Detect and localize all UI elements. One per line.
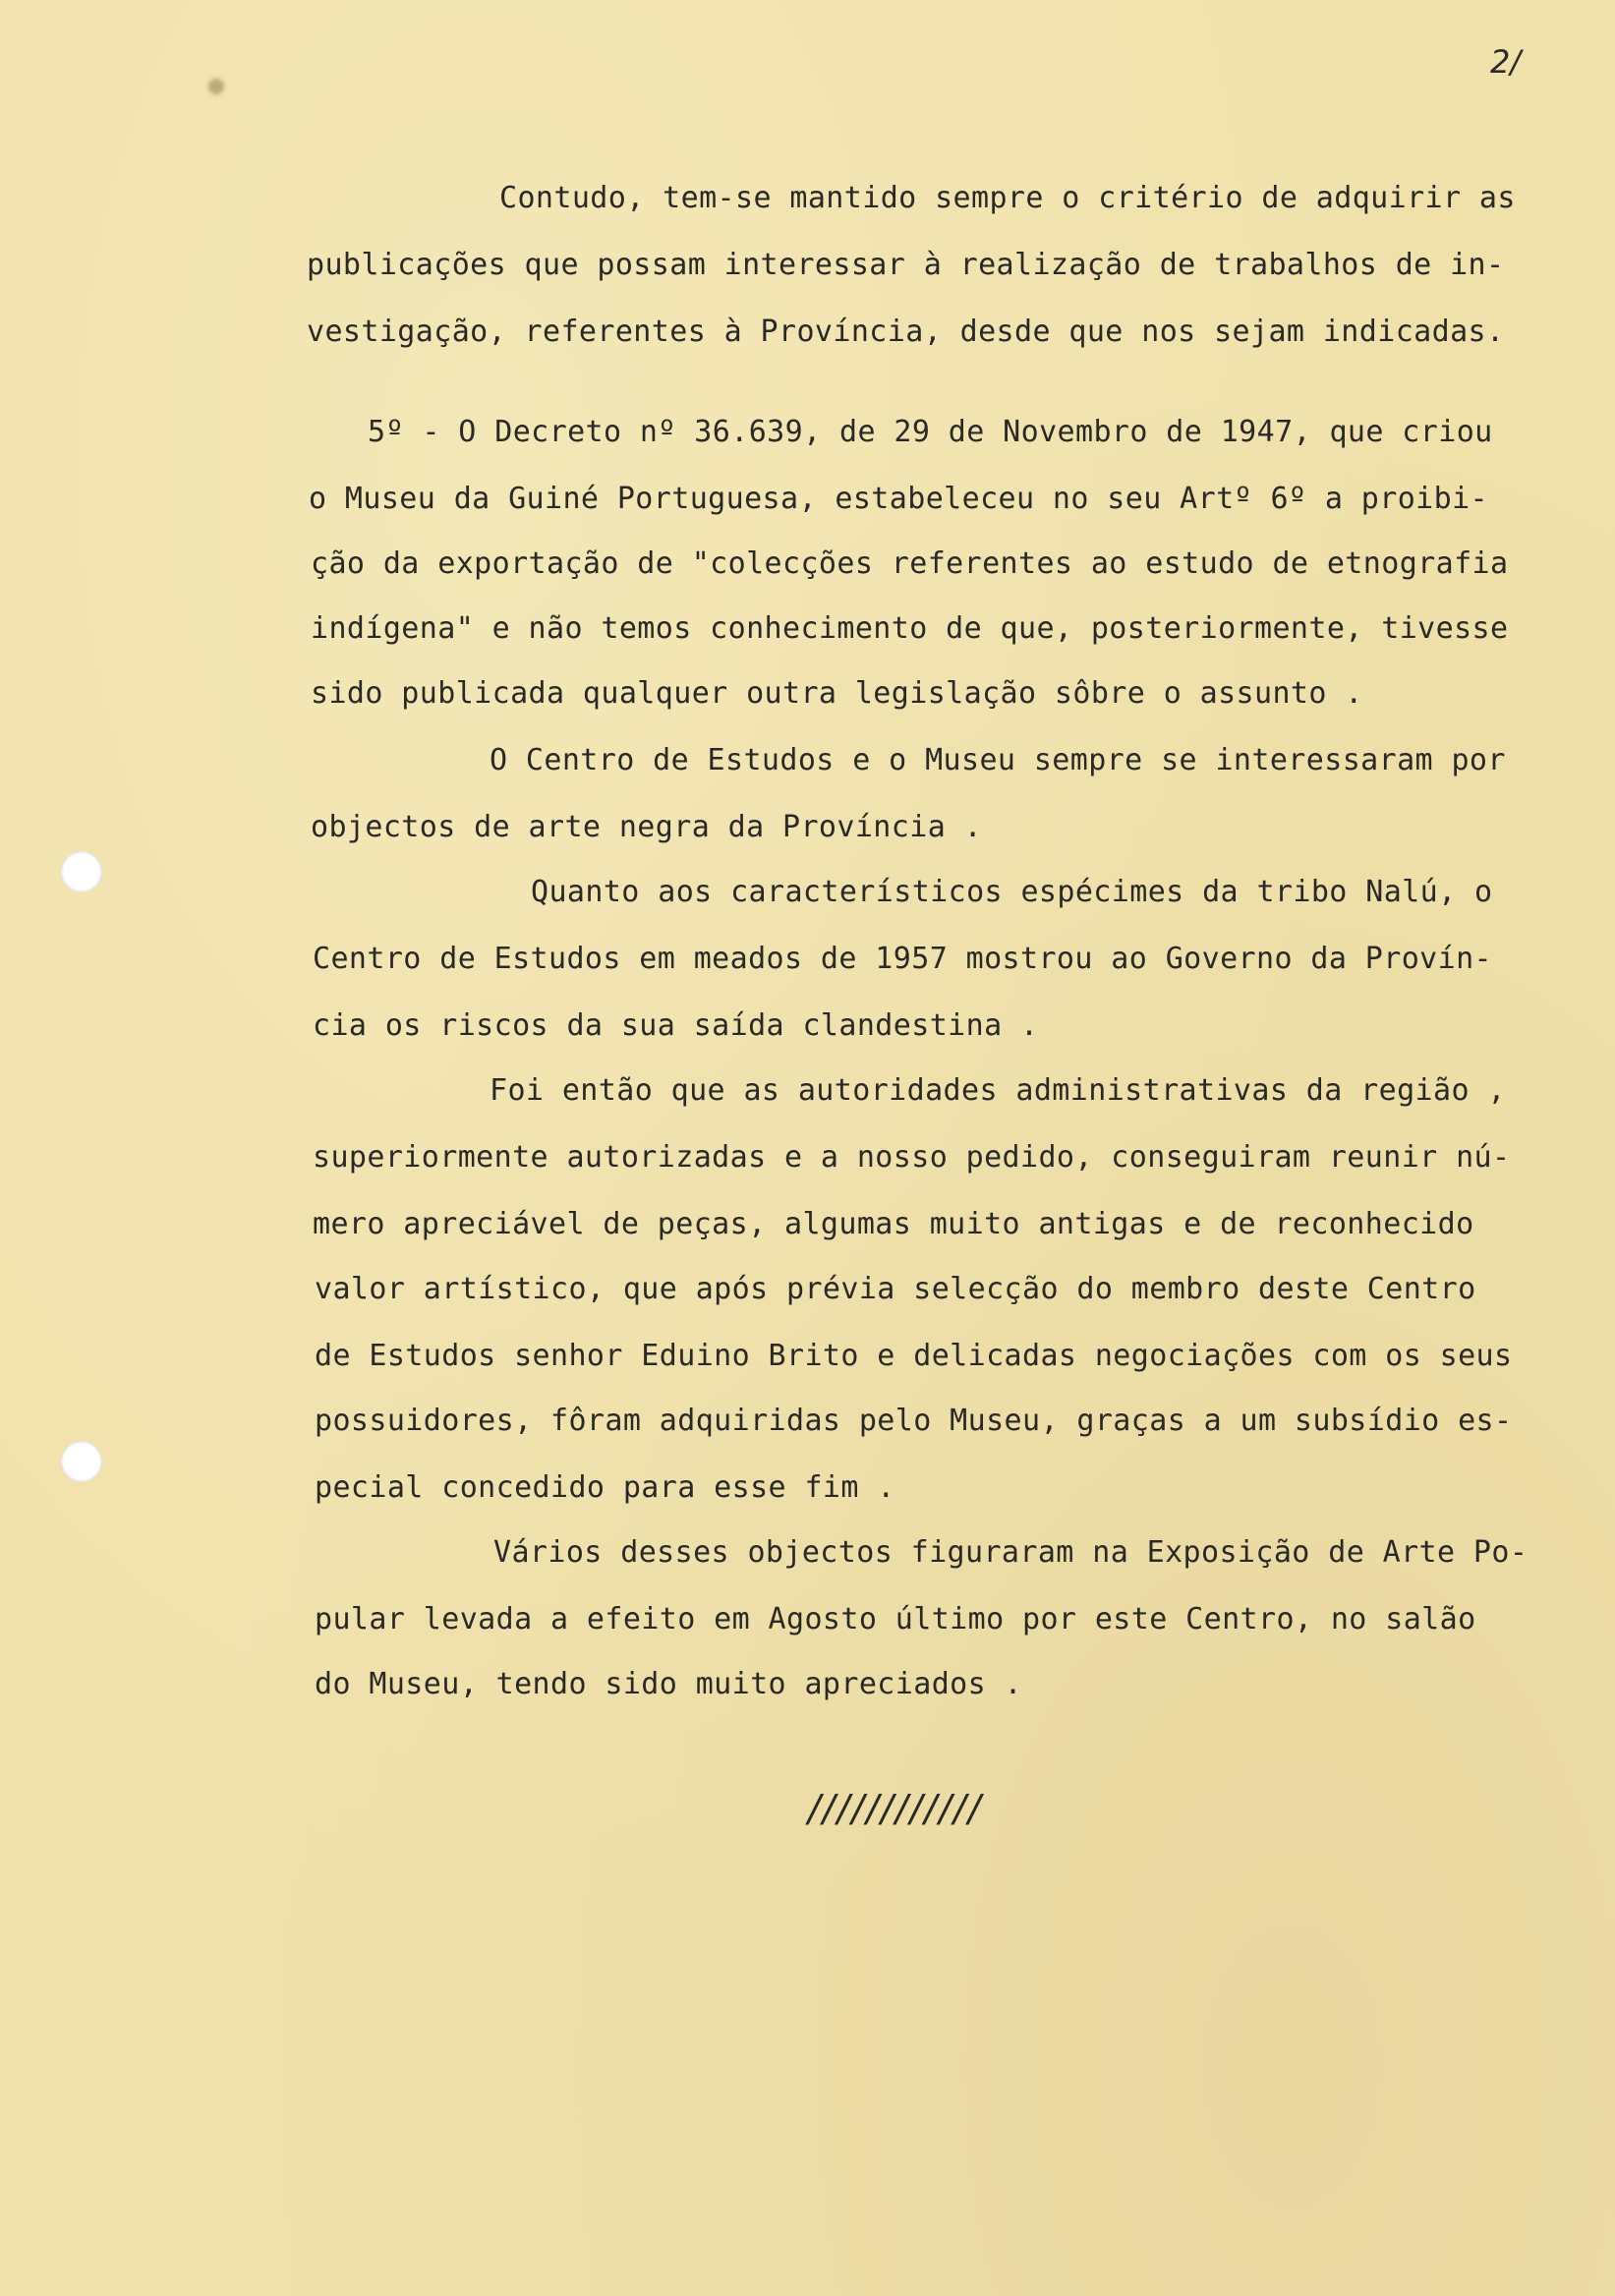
text-line-13: cia os riscos da sua saída clandestina . xyxy=(313,1008,1039,1043)
text-line-4: 5º - O Decreto nº 36.639, de 29 de Novembro de 1947, que criou xyxy=(368,415,1493,449)
text-line-20: pecial concedido para esse fim . xyxy=(315,1470,895,1505)
page-number: 2/ xyxy=(1490,43,1522,81)
text-line-7: indígena" e não temos conhecimento de que, posteriormente, tivesse xyxy=(311,611,1509,646)
text-line-8: sido publicada qualquer outra legislação sôbre o assunto . xyxy=(311,676,1363,711)
text-line-11: Quanto aos característicos espécimes da tribo Nalú, o xyxy=(531,875,1493,909)
text-line-10: objectos de arte negra da Província . xyxy=(311,810,983,844)
text-line-9: O Centro de Estudos e o Museu sempre se interessaram por xyxy=(490,743,1506,777)
paper-stain xyxy=(208,79,224,94)
punch-hole-bottom xyxy=(61,1441,102,1482)
text-line-1: Contudo, tem-se mantido sempre o critério de adquirir as xyxy=(499,181,1516,215)
text-line-18: de Estudos senhor Eduino Brito e delicadas negociações com os seus xyxy=(315,1339,1513,1373)
text-line-23: do Museu, tendo sido muito apreciados . xyxy=(315,1667,1022,1701)
text-line-21: Vários desses objectos figuraram na Exposição de Arte Po- xyxy=(493,1535,1528,1570)
text-line-22: pular levada a efeito em Agosto último por este Centro, no salão xyxy=(315,1602,1476,1636)
text-line-3: vestigação, referentes à Província, desde que nos sejam indicadas. xyxy=(307,315,1505,349)
text-line-5: o Museu da Guiné Portuguesa, estabeleceu no seu Artº 6º a proibi- xyxy=(309,482,1488,516)
text-line-2: publicações que possam interessar à realização de trabalhos de in- xyxy=(307,248,1505,282)
text-line-17: valor artístico, que após prévia selecção do membro deste Centro xyxy=(315,1272,1476,1306)
text-line-19: possuidores, fôram adquiridas pelo Museu, graças a um subsídio es- xyxy=(315,1404,1513,1438)
punch-hole-top xyxy=(61,851,102,892)
closing-slashes: //////////// xyxy=(808,1787,983,1830)
text-line-6: ção da exportação de "colecções referentes ao estudo de etnografia xyxy=(311,546,1509,581)
text-line-15: superiormente autorizadas e a nosso pedido, conseguiram reunir nú- xyxy=(313,1140,1511,1175)
text-line-16: mero apreciável de peças, algumas muito antigas e de reconhecido xyxy=(313,1207,1474,1241)
text-line-14: Foi então que as autoridades administrativas da região , xyxy=(490,1073,1506,1108)
text-line-12: Centro de Estudos em meados de 1957 mostrou ao Governo da Provín- xyxy=(313,942,1492,976)
